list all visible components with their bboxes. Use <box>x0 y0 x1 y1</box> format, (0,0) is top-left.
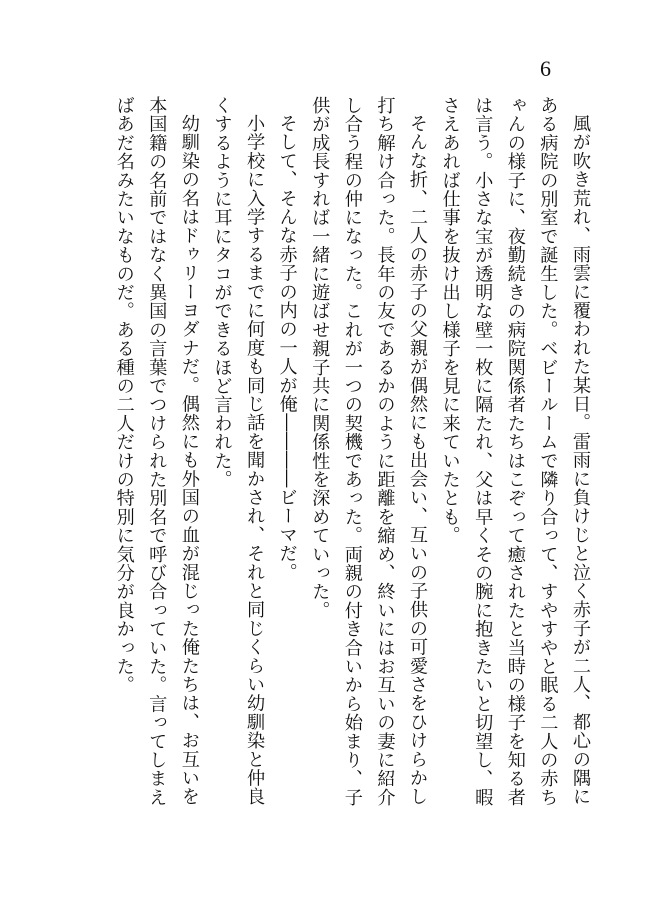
paragraph-5: 幼馴染の名はドゥリーヨダナだ。偶然にも外国の血が混じった俺たちは、お互いを本国籍の名前ではなく異国の言葉でつけられた別名で呼び合っていた。言ってしまえばあだ名みたいなものだ。ある種の二人だけの特別に気分が良かった。 <box>113 96 200 807</box>
paragraph-4: 小学校に入学するまでに何度も同じ話を聞かされ、それと同じくらい幼馴染と仲良くするように耳にタコができるほど言われた。 <box>211 96 266 807</box>
paragraph-1: 風が吹き荒れ、雨雲に覆われた某日。雷雨に負けじと泣く赤子が二人、都心の隅にある病院の別室で誕生した。ベビールームで隣り合って、すやすやと眠る二人の赤ちゃんの様子に、夜勤続きの病院関係者たちはこぞって癒されたと当時の様子を知る者は言う。小さな宝が透明な壁一枚に隔たれ、父は早くその腕に抱きたいと切望し、暇さえあれば仕事を抜け出し様子を見に来ていたとも。 <box>439 96 591 807</box>
page-number: 6 <box>540 56 551 81</box>
body-text <box>107 96 596 816</box>
paragraph-3: そして、そんな赤子の内の一人が俺――――ビーマだ。 <box>276 114 298 582</box>
paragraph-2: そんな折、二人の赤子の父親が偶然にも出会い、互いの子供の可愛さをひけらかし打ち解け合った。長年の友であるかのように距離を縮め、終いにはお互いの妻に紹介し合う程の仲になった。これが一つの契機であった。両親の付き合いから始まり、子供が成長すれば一緒に遊ばせ親子共に関係性を深めていった。 <box>309 96 429 807</box>
